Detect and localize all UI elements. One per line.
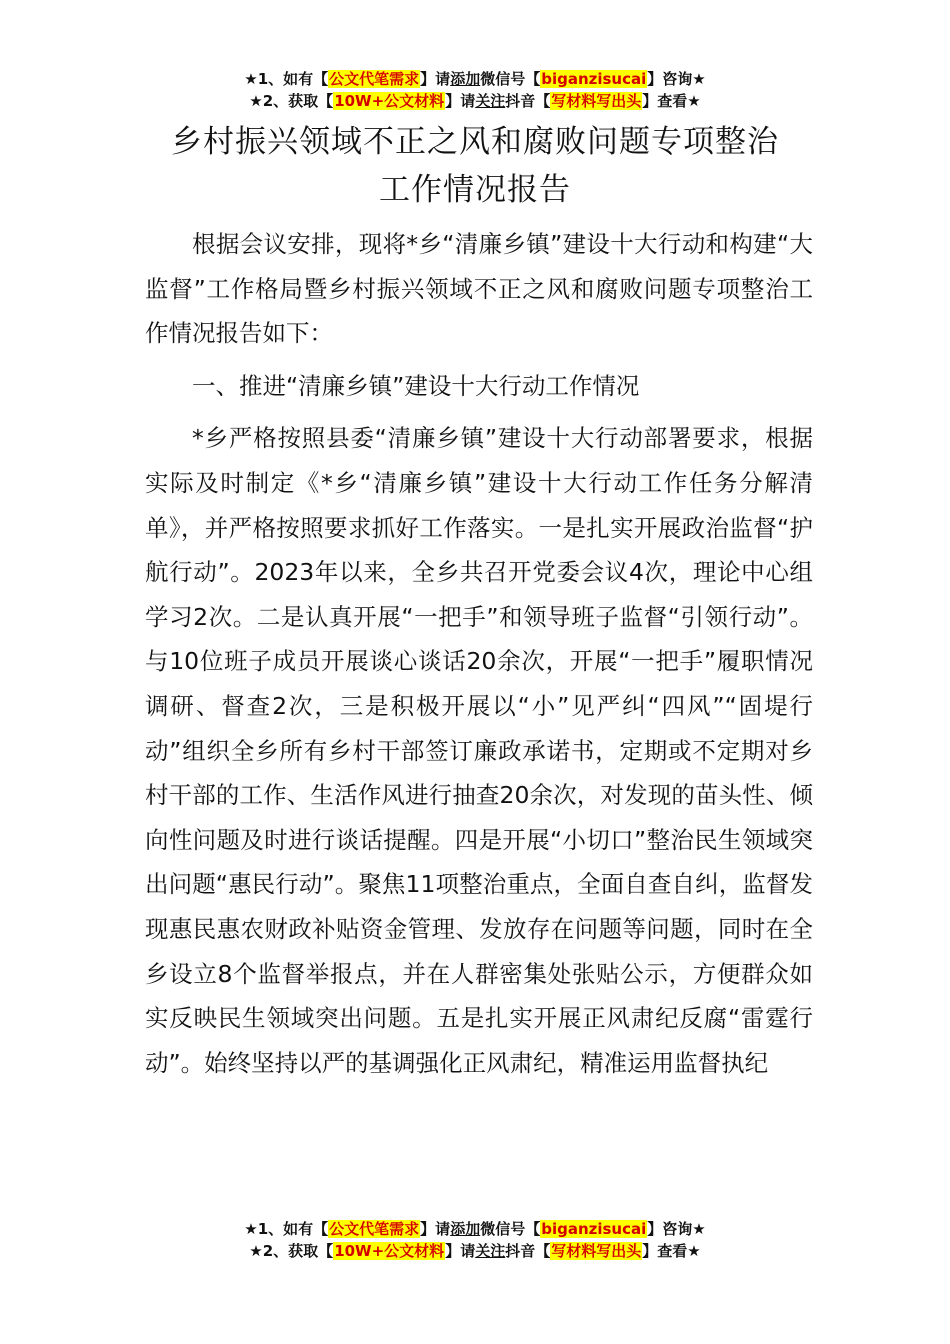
promo-line-1 [0,1218,950,1240]
intro-paragraph: 根据会议安排，现将*乡“清廉乡镇”建设十大行动和构建“大监督”工作格局暨乡村振兴领域不正之风和腐败问题专项整治工作情况报告如下： [145,230,813,348]
promo-highlight: 写材料写出头 [551,92,642,110]
promo-highlight: 公文代笔需求 [329,70,420,88]
promo-text: ★1、如有【 [244,1220,329,1238]
promo-highlight: biganzisucai [541,70,647,88]
promo-text: 】咨询★ [647,70,706,88]
promo-text: 】查看★ [642,92,701,110]
promo-text: ★1、如有【 [244,70,329,88]
promo-line-1 [0,68,950,90]
promo-text: 】请 [445,1242,476,1260]
promo-text: 微信号【 [480,70,541,88]
section-heading-1: 一、推进“清廉乡镇”建设十大行动工作情况 [192,371,640,400]
promo-text: ★2、获取【 [249,92,334,110]
promo-highlight: 10W+公文材料 [334,1242,445,1260]
title-line-1: 乡村振兴领域不正之风和腐败问题专项整治 [171,124,779,160]
promo-banner-bottom [0,1218,950,1262]
promo-highlight: 10W+公文材料 [334,92,445,110]
promo-line-2 [0,1240,950,1262]
promo-text: 】请 [420,1220,451,1238]
promo-text: ★2、获取【 [249,1242,334,1260]
promo-text: 】请 [420,70,451,88]
promo-text: 】请 [445,92,476,110]
section-body-1: *乡严格按照县委“清廉乡镇”建设十大行动部署要求，根据实际及时制定《*乡“清廉乡镇”建设十大行动工作任务分解清单》，并严格按照要求抓好工作落实。一是扎实开展政治监督“护航行动”。2023年以来，全乡共召开党委会议4次，理论中心组学习2次。二是认真开展“一把手”和领导班子监督“引领行动”。与10位班子成员开展谈心谈话20余次，开展“一把手”履职情况调研、督查2次，三是积极开展以“小”见严纠“四风”“固堤行动”组织全乡所有乡村干部签订廉政承诺书，定期或不定期对乡村干部的工作、生活作风进行抽查20余次，对发现的苗头性、倾向性问题及时进行谈话提醒。四是开展“小切口”整治民生领域突出问题“惠民行动”。聚焦11项整治重点，全面自查自纠，监督发现惠民惠农财政补贴资金管理、发放存在问题等问题，同时在全乡设立8个监督举报点，并在人群密集处张贴公示，方便群众如实反映民生领域突出问题。五是扎实开展正风肃纪反腐“雷霆行动”。始终坚持以严的基调强化正风肃纪，精准运用监督执纪 [145,424,813,1077]
promo-text: 】查看★ [642,1242,701,1260]
promo-text: 抖音【 [505,1242,551,1260]
promo-text: 添加 [450,1220,481,1238]
promo-highlight: biganzisucai [541,1220,647,1238]
promo-banner-top [0,68,950,112]
promo-text: 关注 [475,92,506,110]
promo-text: 添加 [450,70,481,88]
promo-line-2 [0,90,950,112]
promo-text: 抖音【 [505,92,551,110]
promo-text: 微信号【 [480,1220,541,1238]
title-line-2: 工作情况报告 [379,172,571,208]
document-title [0,118,950,214]
promo-text: 关注 [475,1242,506,1260]
promo-highlight: 写材料写出头 [551,1242,642,1260]
document-body [145,222,813,1085]
promo-highlight: 公文代笔需求 [329,1220,420,1238]
promo-text: 】咨询★ [647,1220,706,1238]
